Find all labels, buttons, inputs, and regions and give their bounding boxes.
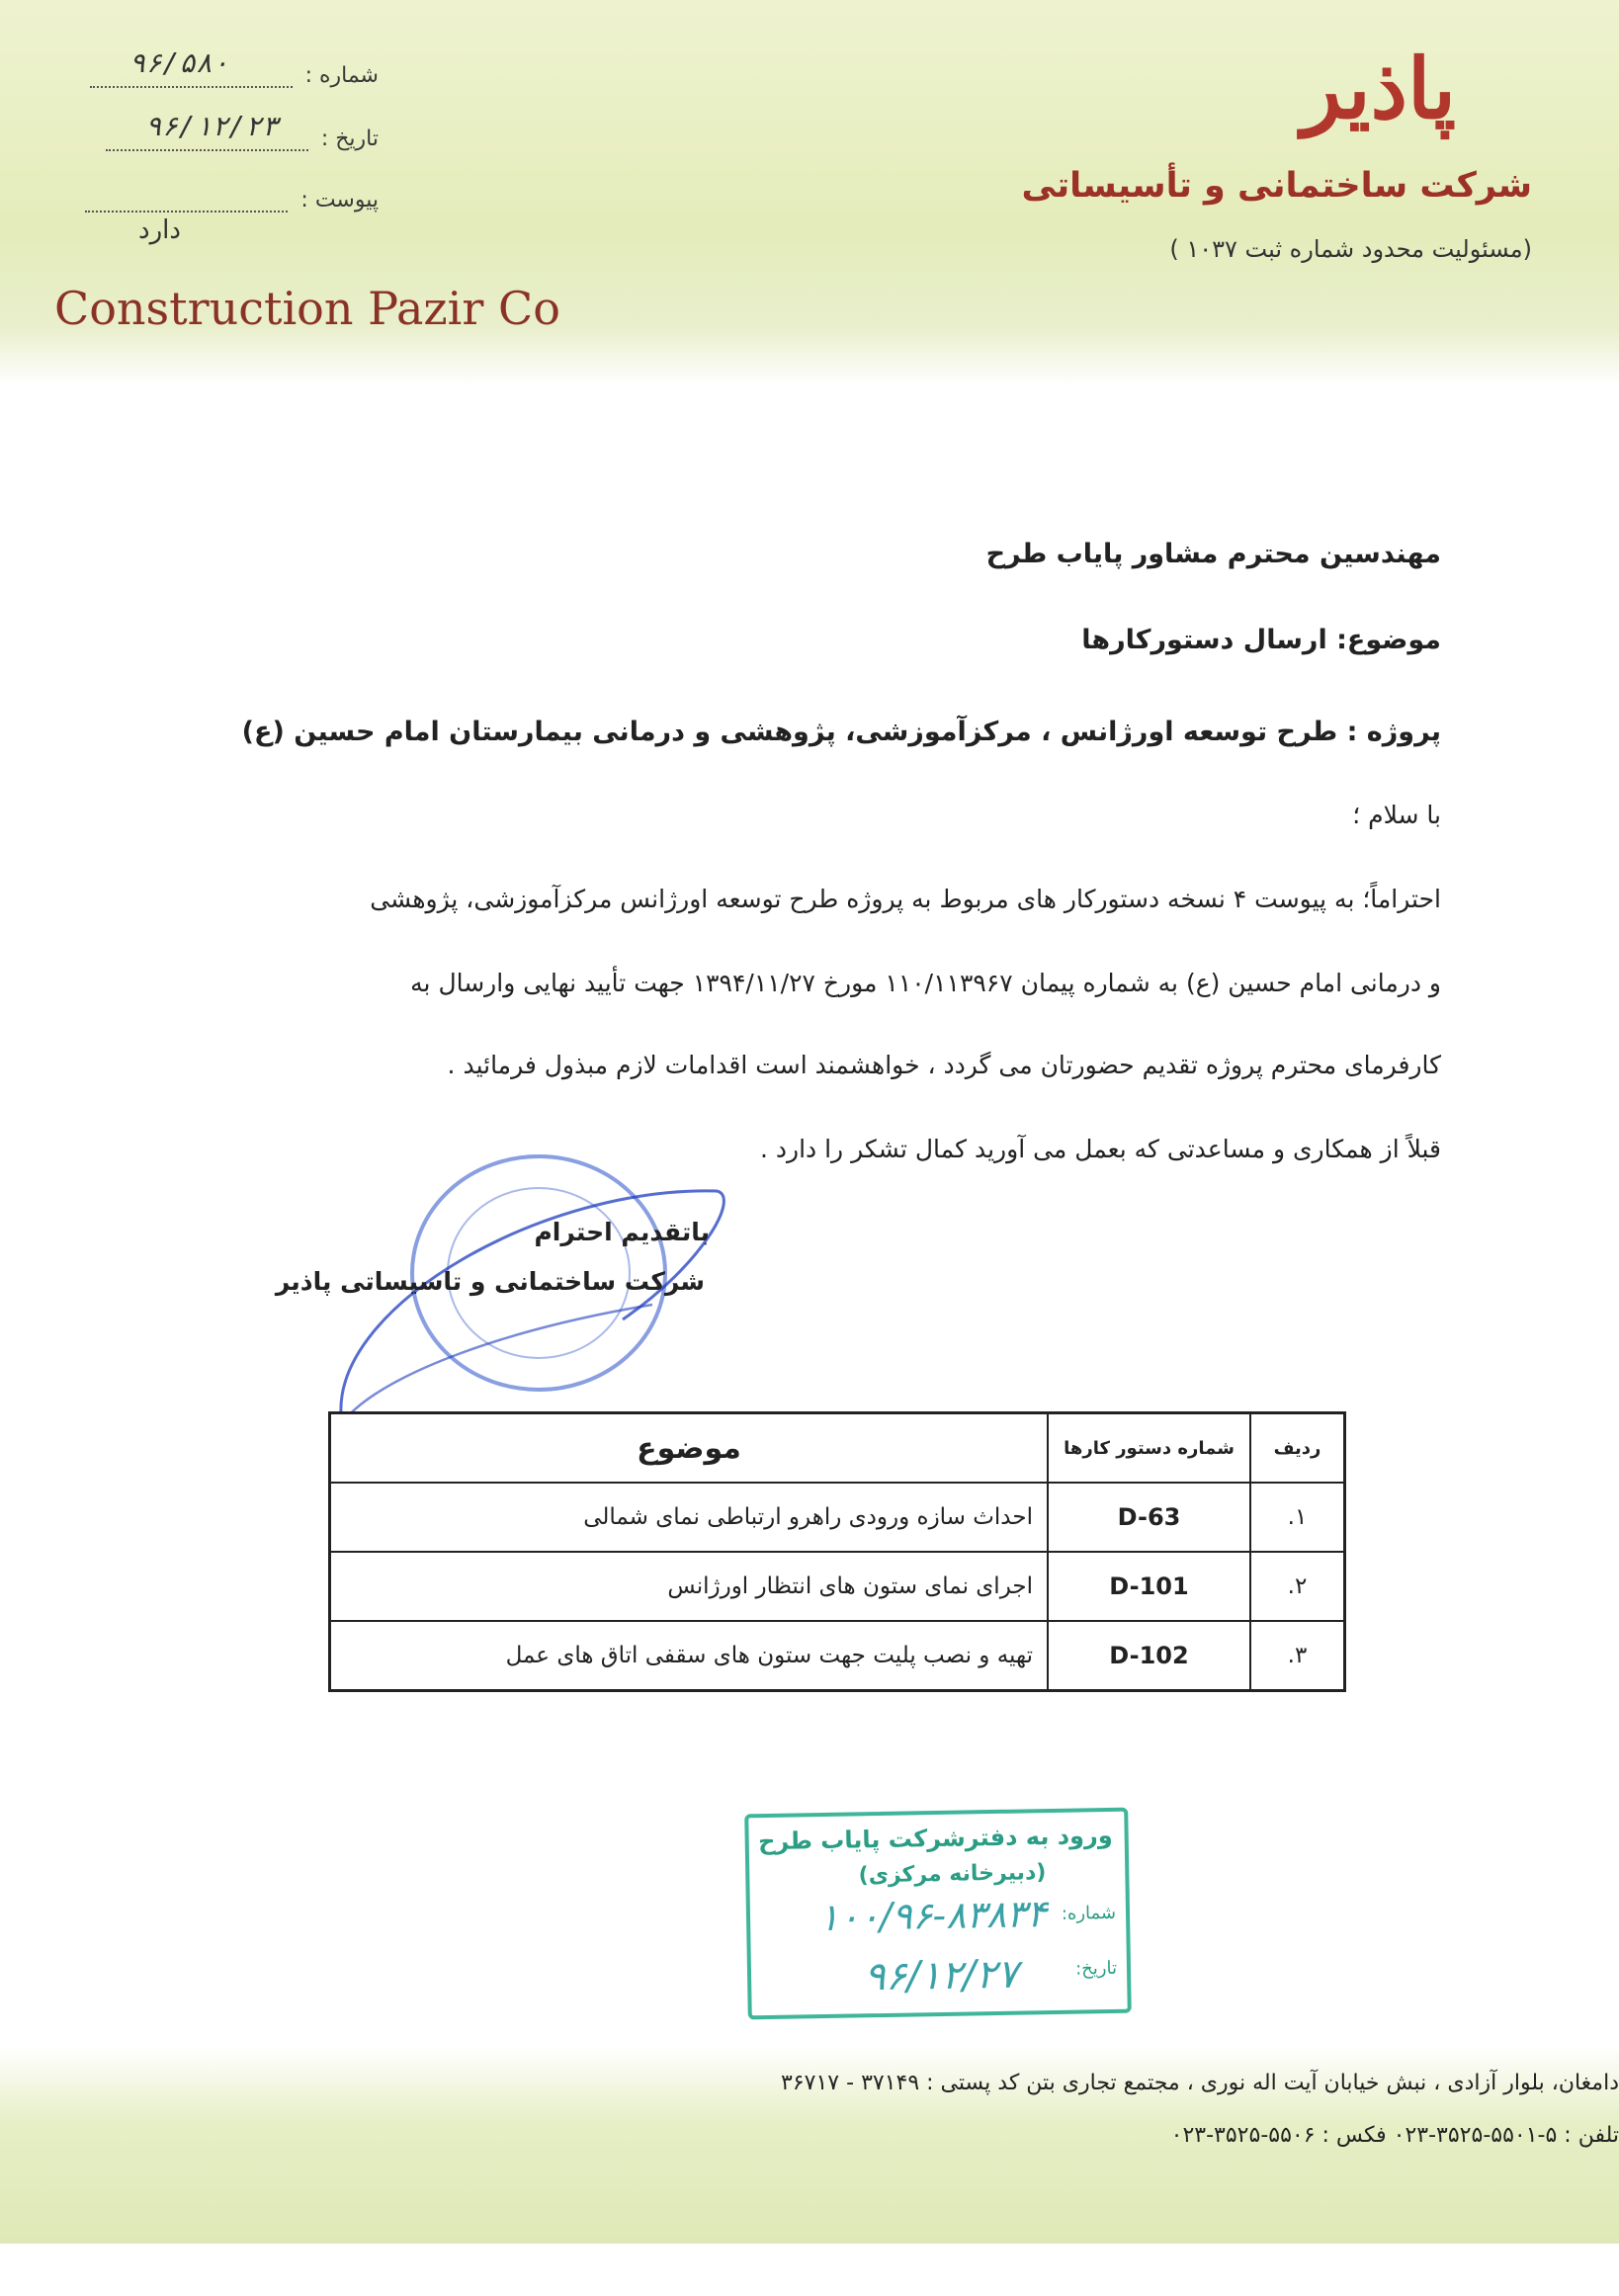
letter-number-label: شماره :: [304, 63, 379, 88]
letter-attachment-field: [85, 189, 288, 213]
order-code: D-102: [1048, 1621, 1250, 1691]
table-row: [330, 1483, 1345, 1552]
row-number: ۳.: [1250, 1621, 1345, 1691]
header-subject: موضوع: [330, 1413, 1049, 1484]
stamp-subtitle: (دبیرخانه مرکزی): [858, 1860, 1047, 1889]
header-order-code: شماره دستور کارها: [1048, 1413, 1250, 1484]
letter-attachment-value: دارد: [138, 215, 181, 245]
letter-number-value: ۹۶/۵۸۰: [128, 46, 229, 79]
letter-date-label: تاریخ :: [320, 127, 379, 151]
order-subject: اجرای نمای ستون های انتظار اورژانس: [330, 1552, 1049, 1621]
table-row: [330, 1552, 1345, 1621]
stamp-number-value: ۱۰۰/۹۶-۸۳۸۳۴: [818, 1892, 1048, 1940]
order-subject: احداث سازه ورودی راهرو ارتباطی نمای شمالی: [330, 1483, 1049, 1552]
letter-date-field: [106, 110, 308, 151]
work-orders-table: [328, 1411, 1346, 1692]
letter-greeting: با سلام ؛: [1352, 801, 1441, 829]
letter-number-row: [90, 46, 379, 88]
letter-number-field: [90, 46, 293, 88]
stamp-number-label: شماره:: [1061, 1902, 1117, 1924]
row-number: ۱.: [1250, 1483, 1345, 1552]
letter-date-value: ۹۶/۱۲/۲۳: [144, 110, 279, 142]
letter-body-line-2: و درمانی امام حسین (ع) به شماره پیمان ۱۱۰/۱۱۳۹۶۷ مورخ ۱۳۹۴/۱۱/۲۷ جهت تأیید نهایی وارسال به: [410, 969, 1441, 997]
stamp-date-label: تاریخ:: [1074, 1957, 1118, 1980]
company-name-fa: شرکت ساختمانی و تأسیساتی: [1021, 166, 1532, 206]
stamp-title: ورود به دفترشرکت پایاب طرح: [757, 1821, 1113, 1856]
company-subtitle: (مسئولیت محدود شماره ثبت ۱۰۳۷ ): [1169, 235, 1532, 263]
table-row: [330, 1621, 1345, 1691]
letter-attachment-label: پیوست :: [300, 188, 379, 213]
footer-phones: تلفن : ۵-۵۵۰۱-۳۵۲۵-۰۲۳ فکس : ۵۵۰۶-۳۵۲۵-۰۲۳: [1170, 2123, 1619, 2148]
footer-address: دامغان، بلوار آزادی ، نبش خیابان آیت اله نوری ، مجتمع تجاری بتن کد پستی : ۳۷۱۴۹ - ۳۶۷۱۷: [781, 2071, 1619, 2095]
company-logo-title: پاذیر: [1301, 40, 1456, 137]
letter-body-line-3: کارفرمای محترم پروژه تقدیم حضورتان می گردد ، خواهشمند است اقدامات لازم مبذول فرمائید .: [447, 1051, 1441, 1079]
order-code: D-63: [1048, 1483, 1250, 1552]
order-code: D-101: [1048, 1552, 1250, 1621]
receipt-stamp: [744, 1808, 1132, 2020]
row-number: ۲.: [1250, 1552, 1345, 1621]
letter-date-row: [106, 110, 379, 151]
signature-greeting: باتقدیم احترام: [534, 1218, 710, 1246]
letter-subject: موضوع: ارسال دستورکارها: [1081, 625, 1441, 655]
letter-project: پروژه : طرح توسعه اورژانس ، مرکزآموزشی، پژوهشی و درمانی بیمارستان امام حسین (ع): [241, 717, 1441, 747]
letter-body-line-1: احتراماً؛ به پیوست ۴ نسخه دستورکار های مربوط به پروژه طرح توسعه اورژانس مرکزآموزشی، پژوهشی: [370, 885, 1441, 913]
letter-recipient: مهندسین محترم مشاور پایاب طرح: [985, 539, 1441, 569]
company-name-en: Construction Pazir Co: [54, 282, 560, 335]
order-subject: تهیه و نصب پلیت جهت ستون های سقفی اتاق های عمل: [330, 1621, 1049, 1691]
letter-closing: قبلاً از همکاری و مساعدتی که بعمل می آورید کمال تشکر را دارد .: [759, 1135, 1441, 1163]
letter-attachment-row: [85, 188, 379, 213]
table-header-row: [330, 1413, 1345, 1484]
page-bottom: [0, 2244, 1619, 2296]
header-row-number: ردیف: [1250, 1413, 1345, 1484]
signature-company: شرکت ساختمانی و تاسیساتی پاذیر: [275, 1267, 705, 1296]
stamp-date-value: ۹۶/۱۲/۲۷: [863, 1951, 1019, 2000]
